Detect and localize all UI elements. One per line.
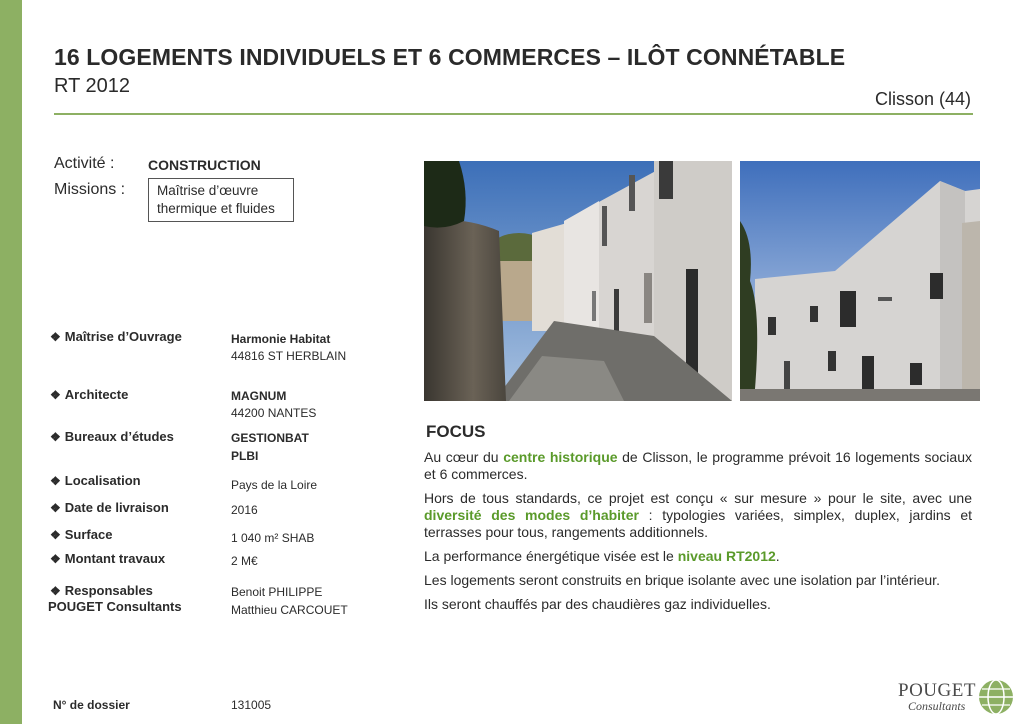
responsables-label: ❖ Responsables POUGET Consultants <box>48 583 182 614</box>
project-location: Clisson (44) <box>874 89 971 109</box>
logo-name: POUGET <box>898 680 976 701</box>
montant-value: 2 M€ <box>231 554 258 568</box>
bureaux-value <box>231 429 309 465</box>
photo-street-view <box>424 161 732 401</box>
page-title: 16 LOGEMENTS INDIVIDUELS ET 6 COMMERCES – ILÔT CONNÉTABLE <box>54 44 846 70</box>
header-divider <box>54 113 973 115</box>
missions-label: Missions : <box>54 181 126 198</box>
missions-box <box>148 178 294 222</box>
logo-tagline: Consultants <box>908 699 966 713</box>
surface-value: 1 040 m² SHAB <box>231 531 315 545</box>
dossier-label: N° de dossier <box>53 698 130 712</box>
dossier-number: 131005 <box>231 698 272 712</box>
focus-paragraph-3: La performance énergétique visée est le niveau RT2012. <box>424 548 780 564</box>
diamond-bullet-icon: ❖ <box>50 552 61 566</box>
responsable-2: Matthieu CARCOUET <box>231 603 348 617</box>
localisation-value: Pays de la Loire <box>231 478 318 492</box>
responsables-value <box>231 583 348 619</box>
photo-facade <box>740 161 980 401</box>
architect-name: MAGNUM <box>231 389 287 403</box>
activity-value: CONSTRUCTION <box>148 157 261 173</box>
diamond-bullet-icon: ❖ <box>50 584 61 598</box>
moa-value <box>231 331 346 365</box>
diamond-bullet-icon: ❖ <box>50 501 61 515</box>
moa-label: ❖ Maîtrise d’Ouvrage <box>50 329 182 344</box>
focus-body <box>424 449 972 620</box>
focus-title: FOCUS <box>426 422 486 441</box>
diamond-bullet-icon: ❖ <box>50 330 61 344</box>
architect-city: 44200 NANTES <box>231 406 317 420</box>
surface-label: ❖ Surface <box>50 527 113 542</box>
diamond-bullet-icon: ❖ <box>50 528 61 542</box>
bureau-1: GESTIONBAT <box>231 431 309 445</box>
focus-paragraph-4: Les logements seront construits en brique isolante avec une isolation par l’intérieur. <box>424 572 940 588</box>
date-value: 2016 <box>231 503 258 517</box>
activity-label: Activité : <box>54 155 115 172</box>
globe-icon <box>977 678 1015 716</box>
page-subtitle: RT 2012 <box>54 75 130 97</box>
architect-value <box>231 388 316 422</box>
pouget-logo <box>898 678 1018 720</box>
focus-paragraph-5: Ils seront chauffés par des chaudières gaz individuelles. <box>424 596 771 612</box>
focus-paragraph-1: Au cœur du centre historique de Clisson, le programme prévoit 16 logements sociaux et 6 commerces. <box>424 449 972 482</box>
diamond-bullet-icon: ❖ <box>50 388 61 402</box>
localisation-label: ❖ Localisation <box>50 473 141 488</box>
moa-name: Harmonie Habitat <box>231 332 331 346</box>
focus-paragraph-2: Hors de tous standards, ce projet est conçu « sur mesure » pour le site, avec une diversité des modes d’habiter : typologies variées, simplex, duplex, jardins et terrasses pour tous, rangements additionnels. <box>424 490 973 540</box>
montant-label: ❖ Montant travaux <box>50 551 166 566</box>
bureau-2: PLBI <box>231 449 259 463</box>
diamond-bullet-icon: ❖ <box>50 430 61 444</box>
left-accent-bar <box>0 0 22 724</box>
date-label: ❖ Date de livraison <box>50 500 169 515</box>
bureaux-label: ❖ Bureaux d’études <box>50 429 174 444</box>
moa-city: 44816 ST HERBLAIN <box>231 349 347 363</box>
responsable-1: Benoit PHILIPPE <box>231 585 323 599</box>
architect-label: ❖ Architecte <box>50 387 129 402</box>
missions-line-1: Maîtrise d’œuvre <box>157 183 259 198</box>
diamond-bullet-icon: ❖ <box>50 474 61 488</box>
missions-line-2: thermique et fluides <box>157 201 275 216</box>
